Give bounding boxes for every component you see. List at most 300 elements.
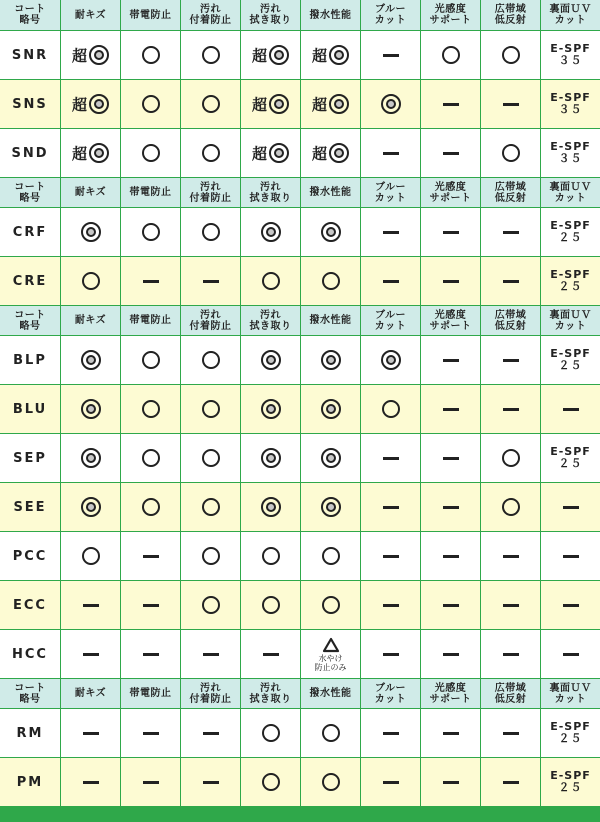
header-cell bbox=[361, 0, 420, 30]
feature-cell bbox=[481, 129, 540, 177]
feature-cell bbox=[301, 532, 360, 580]
single-circle-icon bbox=[142, 449, 160, 467]
feature-cell bbox=[361, 630, 420, 678]
header-cell bbox=[0, 0, 60, 30]
dash-icon bbox=[503, 359, 519, 362]
feature-cell bbox=[61, 129, 120, 177]
super-label: 超 bbox=[251, 95, 267, 114]
coating-row-see bbox=[0, 483, 600, 531]
double-circle-icon bbox=[321, 350, 341, 370]
feature-cell bbox=[61, 208, 120, 256]
feature-cell bbox=[241, 532, 300, 580]
feature-cell bbox=[121, 709, 180, 757]
header-label: ブルー カット bbox=[374, 181, 407, 204]
feature-cell bbox=[181, 385, 240, 433]
uv-cell bbox=[541, 129, 600, 177]
coating-row-hcc bbox=[0, 630, 600, 678]
header-cell bbox=[61, 0, 120, 30]
dash-icon bbox=[203, 732, 219, 735]
feature-cell bbox=[361, 483, 420, 531]
header-label: 汚れ 付着防止 bbox=[189, 682, 232, 705]
feature-cell bbox=[421, 31, 480, 79]
dash-icon bbox=[443, 457, 459, 460]
feature-cell bbox=[61, 336, 120, 384]
feature-cell bbox=[121, 129, 180, 177]
single-circle-icon bbox=[262, 596, 280, 614]
coating-code: CRE bbox=[12, 273, 48, 289]
feature-cell bbox=[181, 31, 240, 79]
dash-icon bbox=[443, 604, 459, 607]
double-circle-icon bbox=[261, 448, 281, 468]
header-label: 撥水性能 bbox=[309, 187, 352, 198]
dash-icon bbox=[203, 280, 219, 283]
code-cell bbox=[0, 532, 60, 580]
super-double-circle bbox=[72, 143, 109, 164]
single-circle-icon bbox=[322, 272, 340, 290]
header-cell bbox=[61, 679, 120, 708]
single-circle-icon bbox=[142, 223, 160, 241]
coating-code: ECC bbox=[13, 597, 47, 613]
coating-row-snd bbox=[0, 129, 600, 177]
header-row bbox=[0, 306, 600, 335]
feature-cell bbox=[361, 129, 420, 177]
uv-cell bbox=[541, 630, 600, 678]
feature-cell bbox=[301, 257, 360, 305]
super-double-circle bbox=[312, 143, 349, 164]
feature-cell bbox=[181, 257, 240, 305]
feature-cell bbox=[301, 129, 360, 177]
feature-cell bbox=[421, 434, 480, 482]
header-cell bbox=[0, 178, 60, 207]
feature-cell bbox=[241, 208, 300, 256]
feature-cell bbox=[421, 630, 480, 678]
code-cell bbox=[0, 483, 60, 531]
dash-icon bbox=[203, 653, 219, 656]
uv-cell bbox=[541, 532, 600, 580]
header-cell bbox=[421, 178, 480, 207]
feature-cell bbox=[61, 385, 120, 433]
double-circle-icon bbox=[261, 399, 281, 419]
dash-icon bbox=[143, 604, 159, 607]
uv-cell bbox=[541, 31, 600, 79]
header-cell bbox=[241, 0, 300, 30]
uv-spf-value: E-SPF ２５ bbox=[550, 769, 591, 794]
double-circle-icon bbox=[329, 143, 349, 163]
dash-icon bbox=[383, 653, 399, 656]
feature-cell bbox=[481, 434, 540, 482]
feature-cell bbox=[121, 758, 180, 806]
double-circle-icon bbox=[89, 143, 109, 163]
uv-cell bbox=[541, 80, 600, 128]
feature-cell bbox=[481, 532, 540, 580]
header-label: 撥水性能 bbox=[309, 9, 352, 21]
feature-cell bbox=[121, 532, 180, 580]
header-label: 汚れ 付着防止 bbox=[189, 309, 232, 332]
feature-cell bbox=[241, 581, 300, 629]
feature-cell bbox=[481, 257, 540, 305]
code-cell bbox=[0, 31, 60, 79]
header-label: 汚れ 拭き取り bbox=[249, 181, 292, 204]
header-label: 光感度 サポート bbox=[429, 4, 472, 26]
feature-cell bbox=[301, 385, 360, 433]
dash-icon bbox=[83, 732, 99, 735]
coating-code: SNR bbox=[11, 47, 49, 63]
uv-cell bbox=[541, 336, 600, 384]
dash-icon bbox=[503, 781, 519, 784]
feature-cell bbox=[181, 709, 240, 757]
feature-cell bbox=[421, 581, 480, 629]
feature-cell bbox=[481, 758, 540, 806]
header-cell bbox=[0, 306, 60, 335]
code-cell bbox=[0, 581, 60, 629]
super-label: 超 bbox=[251, 46, 267, 65]
header-cell bbox=[541, 0, 600, 30]
feature-cell bbox=[361, 532, 420, 580]
dash-icon bbox=[203, 781, 219, 784]
coating-row-snr bbox=[0, 31, 600, 79]
header-cell bbox=[421, 679, 480, 708]
feature-cell bbox=[481, 581, 540, 629]
dash-icon bbox=[143, 781, 159, 784]
header-cell bbox=[481, 306, 540, 335]
double-circle-icon bbox=[329, 94, 349, 114]
super-double-circle bbox=[72, 45, 109, 66]
header-cell bbox=[181, 0, 240, 30]
feature-cell bbox=[121, 208, 180, 256]
single-circle-icon bbox=[202, 547, 220, 565]
header-cell bbox=[541, 679, 600, 708]
double-circle-icon bbox=[89, 94, 109, 114]
single-circle-icon bbox=[262, 272, 280, 290]
feature-cell bbox=[481, 31, 540, 79]
header-cell bbox=[241, 679, 300, 708]
double-circle-icon bbox=[381, 94, 401, 114]
feature-cell bbox=[421, 758, 480, 806]
dash-icon bbox=[383, 555, 399, 558]
header-cell bbox=[481, 178, 540, 207]
feature-cell bbox=[361, 80, 420, 128]
feature-cell bbox=[181, 80, 240, 128]
feature-cell bbox=[361, 208, 420, 256]
header-cell bbox=[361, 306, 420, 335]
super-double-circle bbox=[72, 94, 109, 115]
single-circle-icon bbox=[142, 46, 160, 64]
feature-cell bbox=[121, 336, 180, 384]
double-circle-icon bbox=[269, 45, 289, 65]
single-circle-icon bbox=[502, 144, 520, 162]
header-cell bbox=[301, 679, 360, 708]
coating-code: BLU bbox=[12, 401, 48, 417]
header-cell bbox=[541, 306, 600, 335]
uv-cell bbox=[541, 208, 600, 256]
single-circle-icon bbox=[202, 449, 220, 467]
feature-cell bbox=[481, 483, 540, 531]
dash-icon bbox=[503, 280, 519, 283]
header-label: 広帯域 低反射 bbox=[494, 4, 527, 26]
header-label: 光感度 サポート bbox=[429, 682, 472, 705]
feature-cell bbox=[301, 581, 360, 629]
feature-cell bbox=[361, 434, 420, 482]
single-circle-icon bbox=[82, 272, 100, 290]
feature-cell bbox=[121, 31, 180, 79]
super-label: 超 bbox=[251, 144, 267, 163]
double-circle-icon bbox=[81, 448, 101, 468]
feature-cell bbox=[421, 257, 480, 305]
header-cell bbox=[481, 0, 540, 30]
double-circle-icon bbox=[321, 448, 341, 468]
feature-cell bbox=[481, 336, 540, 384]
dash-icon bbox=[383, 732, 399, 735]
super-label: 超 bbox=[71, 144, 87, 163]
feature-cell bbox=[421, 208, 480, 256]
feature-cell bbox=[481, 80, 540, 128]
feature-cell bbox=[241, 257, 300, 305]
feature-cell bbox=[61, 709, 120, 757]
single-circle-icon bbox=[322, 724, 340, 742]
coating-code: CRF bbox=[12, 224, 48, 240]
header-label: 耐キズ bbox=[74, 315, 107, 326]
single-circle-icon bbox=[202, 46, 220, 64]
feature-cell bbox=[481, 709, 540, 757]
double-circle-icon bbox=[269, 94, 289, 114]
feature-cell bbox=[241, 385, 300, 433]
triangle-mark bbox=[315, 637, 347, 672]
dash-icon bbox=[143, 555, 159, 558]
feature-cell bbox=[361, 709, 420, 757]
feature-cell bbox=[361, 336, 420, 384]
single-circle-icon bbox=[142, 400, 160, 418]
header-cell bbox=[481, 679, 540, 708]
header-cell bbox=[181, 306, 240, 335]
header-cell bbox=[241, 306, 300, 335]
single-circle-icon bbox=[442, 46, 460, 64]
feature-cell bbox=[121, 257, 180, 305]
feature-cell bbox=[301, 336, 360, 384]
code-cell bbox=[0, 257, 60, 305]
uv-spf-value: E-SPF ２５ bbox=[550, 347, 591, 372]
code-cell bbox=[0, 709, 60, 757]
super-label: 超 bbox=[311, 144, 327, 163]
feature-cell bbox=[121, 630, 180, 678]
uv-cell bbox=[541, 709, 600, 757]
single-circle-icon bbox=[142, 144, 160, 162]
single-circle-icon bbox=[262, 773, 280, 791]
super-double-circle bbox=[252, 45, 289, 66]
header-label: コート 略号 bbox=[14, 309, 46, 332]
double-circle-icon bbox=[269, 143, 289, 163]
header-label: 汚れ 付着防止 bbox=[189, 4, 232, 26]
coating-code: PCC bbox=[12, 548, 48, 564]
double-circle-icon bbox=[81, 497, 101, 517]
header-cell bbox=[301, 0, 360, 30]
uv-spf-value: E-SPF ２５ bbox=[550, 219, 591, 244]
code-cell bbox=[0, 129, 60, 177]
feature-cell bbox=[181, 532, 240, 580]
header-row bbox=[0, 178, 600, 207]
single-circle-icon bbox=[322, 596, 340, 614]
header-cell bbox=[61, 306, 120, 335]
double-circle-icon bbox=[321, 222, 341, 242]
feature-cell bbox=[241, 630, 300, 678]
header-cell bbox=[181, 178, 240, 207]
super-label: 超 bbox=[311, 46, 327, 65]
header-cell bbox=[181, 679, 240, 708]
feature-cell bbox=[121, 581, 180, 629]
header-label: 帯電防止 bbox=[129, 315, 172, 326]
coating-code: SEE bbox=[13, 499, 47, 515]
header-label: コート 略号 bbox=[14, 181, 46, 204]
header-label: 裏面ＵＶ カット bbox=[549, 4, 592, 26]
single-circle-icon bbox=[202, 351, 220, 369]
feature-cell bbox=[301, 434, 360, 482]
header-label: コート 略号 bbox=[14, 682, 46, 705]
coating-code: SEP bbox=[13, 450, 47, 466]
header-cell bbox=[361, 679, 420, 708]
dash-icon bbox=[503, 604, 519, 607]
feature-cell bbox=[121, 385, 180, 433]
single-circle-icon bbox=[202, 596, 220, 614]
feature-cell bbox=[481, 208, 540, 256]
feature-cell bbox=[361, 758, 420, 806]
uv-cell bbox=[541, 434, 600, 482]
coating-row-rm bbox=[0, 709, 600, 757]
feature-cell bbox=[301, 483, 360, 531]
triangle-note: 水やけ 防止のみ bbox=[314, 653, 347, 672]
single-circle-icon bbox=[202, 223, 220, 241]
double-circle-icon bbox=[81, 350, 101, 370]
dash-icon bbox=[443, 506, 459, 509]
feature-cell bbox=[181, 208, 240, 256]
feature-cell bbox=[241, 336, 300, 384]
uv-cell bbox=[541, 581, 600, 629]
dash-icon bbox=[503, 732, 519, 735]
coating-code: BLP bbox=[13, 352, 47, 368]
header-row bbox=[0, 679, 600, 708]
uv-cell bbox=[541, 483, 600, 531]
header-label: 裏面ＵＶ カット bbox=[549, 309, 592, 332]
coating-row-sns bbox=[0, 80, 600, 128]
dash-icon bbox=[443, 103, 459, 106]
feature-cell bbox=[241, 483, 300, 531]
dash-icon bbox=[563, 604, 579, 607]
single-circle-icon bbox=[502, 449, 520, 467]
dash-icon bbox=[143, 732, 159, 735]
double-circle-icon bbox=[321, 399, 341, 419]
dash-icon bbox=[443, 280, 459, 283]
header-label: 帯電防止 bbox=[129, 688, 172, 699]
double-circle-icon bbox=[261, 497, 281, 517]
feature-cell bbox=[421, 336, 480, 384]
uv-spf-value: E-SPF ２５ bbox=[550, 720, 591, 745]
uv-cell bbox=[541, 758, 600, 806]
dash-icon bbox=[83, 653, 99, 656]
header-label: 汚れ 付着防止 bbox=[189, 181, 232, 204]
header-cell bbox=[61, 178, 120, 207]
dash-icon bbox=[443, 653, 459, 656]
double-circle-icon bbox=[329, 45, 349, 65]
code-cell bbox=[0, 434, 60, 482]
header-label: 広帯域 低反射 bbox=[494, 181, 527, 204]
feature-cell bbox=[361, 581, 420, 629]
feature-cell bbox=[301, 80, 360, 128]
triangle-icon bbox=[322, 637, 340, 653]
feature-cell bbox=[181, 758, 240, 806]
feature-cell bbox=[61, 31, 120, 79]
super-label: 超 bbox=[311, 95, 327, 114]
super-double-circle bbox=[312, 45, 349, 66]
feature-cell bbox=[481, 630, 540, 678]
dash-icon bbox=[443, 359, 459, 362]
feature-cell bbox=[181, 434, 240, 482]
dash-icon bbox=[383, 231, 399, 234]
single-circle-icon bbox=[82, 547, 100, 565]
header-label: 光感度 サポート bbox=[429, 309, 472, 332]
coating-code: SND bbox=[11, 145, 49, 161]
single-circle-icon bbox=[202, 144, 220, 162]
coating-row-ecc bbox=[0, 581, 600, 629]
coating-row-blp bbox=[0, 336, 600, 384]
dash-icon bbox=[263, 653, 279, 656]
feature-cell bbox=[61, 80, 120, 128]
single-circle-icon bbox=[142, 95, 160, 113]
feature-cell bbox=[121, 434, 180, 482]
double-circle-icon bbox=[261, 350, 281, 370]
header-label: 裏面ＵＶ カット bbox=[549, 682, 592, 705]
dash-icon bbox=[383, 457, 399, 460]
dash-icon bbox=[443, 408, 459, 411]
dash-icon bbox=[443, 555, 459, 558]
double-circle-icon bbox=[261, 222, 281, 242]
header-label: コート 略号 bbox=[14, 4, 46, 26]
double-circle-icon bbox=[81, 399, 101, 419]
super-double-circle bbox=[252, 94, 289, 115]
code-cell bbox=[0, 630, 60, 678]
feature-cell bbox=[421, 385, 480, 433]
code-cell bbox=[0, 208, 60, 256]
coating-code: SNS bbox=[12, 96, 48, 112]
header-cell bbox=[301, 178, 360, 207]
header-label: ブルー カット bbox=[374, 682, 407, 705]
header-label: 裏面ＵＶ カット bbox=[549, 181, 592, 204]
header-cell bbox=[421, 306, 480, 335]
code-cell bbox=[0, 385, 60, 433]
feature-cell bbox=[61, 532, 120, 580]
code-cell bbox=[0, 80, 60, 128]
header-cell bbox=[121, 679, 180, 708]
header-label: 汚れ 拭き取り bbox=[249, 4, 292, 26]
dash-icon bbox=[443, 781, 459, 784]
single-circle-icon bbox=[142, 498, 160, 516]
super-label: 超 bbox=[71, 95, 87, 114]
single-circle-icon bbox=[262, 547, 280, 565]
feature-cell bbox=[481, 385, 540, 433]
dash-icon bbox=[563, 555, 579, 558]
header-label: 耐キズ bbox=[74, 9, 107, 21]
header-label: 耐キズ bbox=[74, 688, 107, 699]
feature-cell bbox=[61, 483, 120, 531]
header-label: 広帯域 低反射 bbox=[494, 682, 527, 705]
feature-cell bbox=[241, 758, 300, 806]
dash-icon bbox=[503, 408, 519, 411]
dash-icon bbox=[563, 653, 579, 656]
header-cell bbox=[301, 306, 360, 335]
dash-icon bbox=[143, 280, 159, 283]
dash-icon bbox=[443, 732, 459, 735]
header-label: 光感度 サポート bbox=[429, 181, 472, 204]
feature-cell bbox=[241, 709, 300, 757]
feature-cell bbox=[61, 758, 120, 806]
single-circle-icon bbox=[202, 400, 220, 418]
